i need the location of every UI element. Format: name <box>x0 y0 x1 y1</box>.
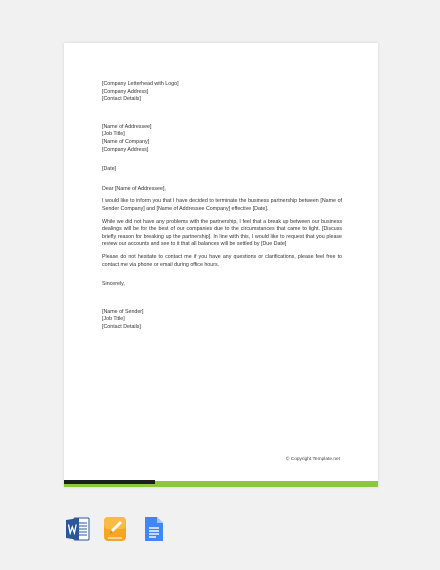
pages-icon[interactable] <box>103 516 125 542</box>
letterhead-line: [Company Address] <box>102 88 149 95</box>
sender-block <box>102 309 342 332</box>
salutation: Dear [Name of Addressee], <box>102 185 166 192</box>
word-icon[interactable] <box>66 516 88 542</box>
letter-page <box>64 43 378 487</box>
footer-dark-bar <box>64 480 155 484</box>
recipient-line: [Name of Addressee] <box>102 123 152 130</box>
body-paragraph-1: I would like to inform you that I have decided to terminate the business partnership between [Name of Sender Company] and [Name of Addressee Company] effective [Date]. <box>102 198 342 212</box>
body-paragraph-2: While we did not have any problems with the partnership, I feel that a break up between our business dealings will be for the best of our companies due to the circumstances that came to light. [Discuss briefly reason for breaking up the partnership]. In line with this, I would like to request that you please review our accounts and see to it that all balances will be settled by [Due Date] <box>102 218 342 248</box>
recipient-line: [Name of Company] <box>102 138 150 145</box>
sender-line: [Job Title] <box>102 316 125 323</box>
letter-content <box>102 81 342 331</box>
letterhead-line: [Contact Details] <box>102 96 141 103</box>
closing: Sincerely, <box>102 281 125 288</box>
recipient-line: [Job Title] <box>102 131 125 138</box>
copyright-text: © Copyright Template.net <box>285 457 340 462</box>
body-paragraph-3: Please do not hesitate to contact me if you have any questions or clarifications, please feel free to contact me via phone or email during office hours. <box>102 253 342 268</box>
google-docs-icon[interactable] <box>144 516 166 542</box>
sender-line: [Contact Details] <box>102 323 141 330</box>
sender-line: [Name of Sender] <box>102 308 144 315</box>
letter-date: [Date] <box>102 166 117 173</box>
letterhead <box>102 81 342 104</box>
recipient-block <box>102 124 342 154</box>
recipient-line: [Company Address] <box>102 146 149 153</box>
letterhead-line: [Company Letterhead with Logo] <box>102 81 179 87</box>
